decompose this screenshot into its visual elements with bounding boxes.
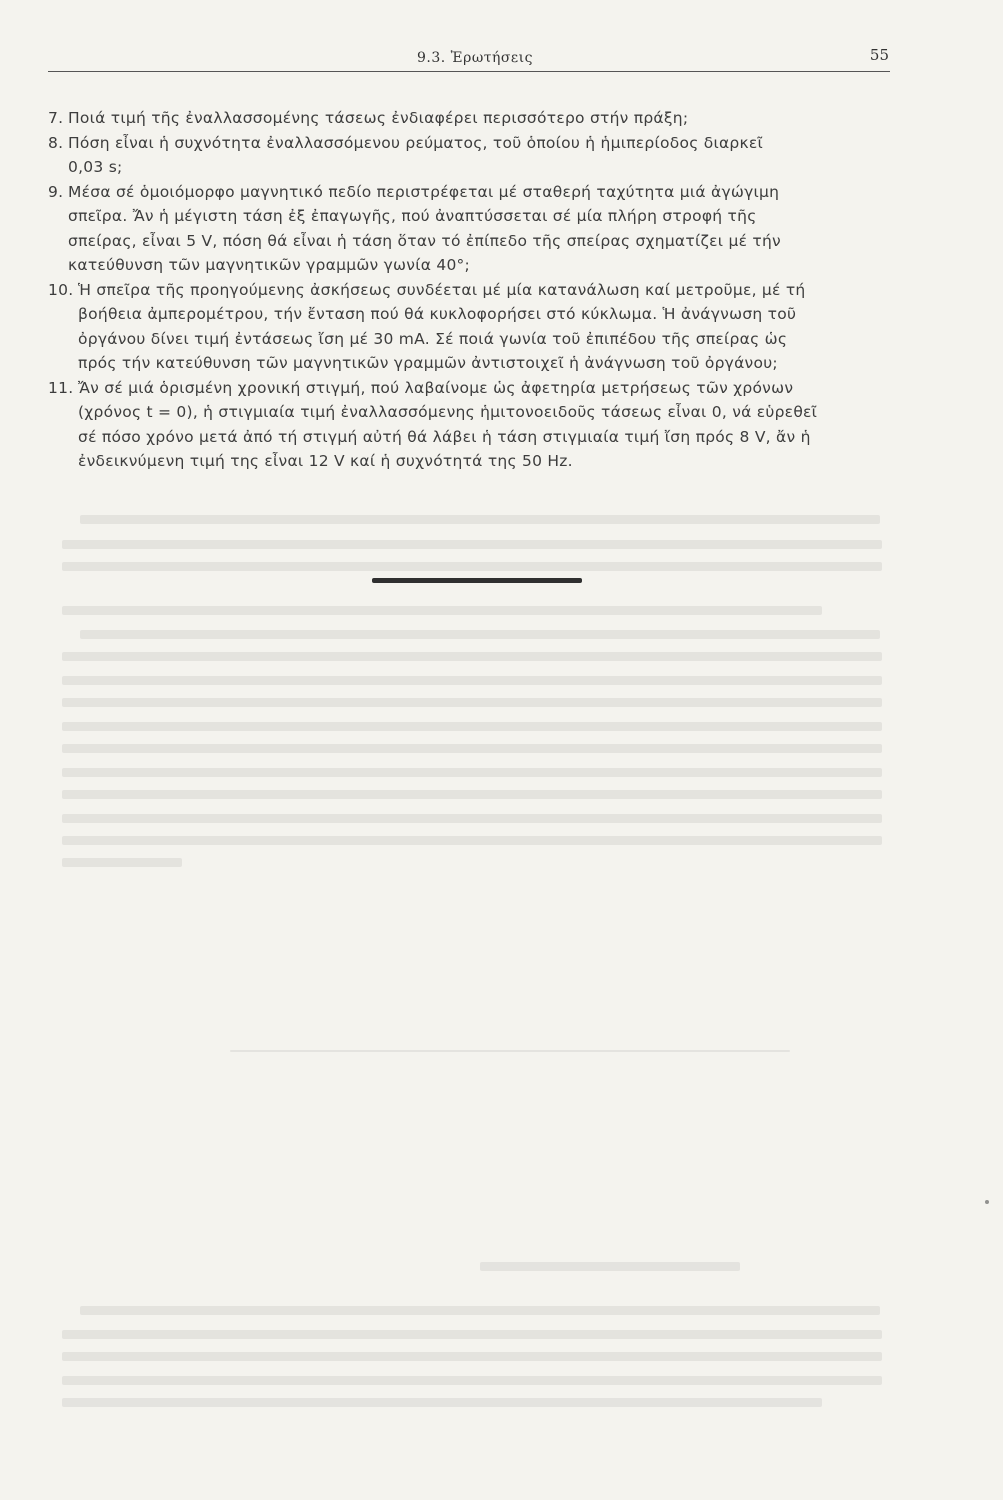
question-11 (48, 376, 908, 474)
section-title: 9.3. Ἐρωτήσεις (416, 50, 534, 66)
question-number: 9. (48, 182, 64, 201)
question-list (48, 106, 908, 474)
question-text: Ποιά τιμή τῆς ἐναλλασσομένης τάσεως ἐνδιαφέρει περισσότερο στήν πράξη; (68, 109, 689, 127)
speck (985, 1200, 989, 1204)
question-7 (48, 106, 908, 131)
question-text: Ἄν σέ μιά ὁρισμένη χρονική στιγμή, πού λαβαίνομε ὡς ἀφετηρία μετρήσεως τῶν χρόνων (χρόνος t = 0), ἡ στιγμιαία τιμή ἐναλλασσόμενης ἡμιτονοειδοῦς τάσεως εἶναι 0, νά εὑρεθεῖ σέ πόσο χρόνο μετά ἀπό τή στιγμή αὐτή θά λάβει ἡ τάση στιγμιαία τιμή ἴση πρός 8 V, ἄν ἡ ἐνδεικνύμενη τιμή της εἶναι 12 V καί ἡ συχνότητά της 50 Hz. (78, 378, 818, 470)
question-text: Ἡ σπεῖρα τῆς προηγούμενης ἀσκήσεως συνδέεται μέ μία κατανάλωση καί μετροῦμε, μέ τή βοήθεια ἀμπερομέτρου, τήν ἔνταση πού θά κυκλοφορήσει στό κύκλωμα. Ἡ ἀνάγνωση τοῦ ὀργάνου δίνει τιμή ἐντάσεως ἴση μέ 30 mA. Σέ ποιά γωνία τοῦ ἐπιπέδου τῆς σπείρας ὡς πρός τήν κατεύθυνση τῶν μαγνητικῶν γραμμῶν ἀντιστοιχεῖ ἡ ἀνάγνωση τοῦ ὀργάνου; (78, 280, 806, 372)
question-9 (48, 180, 908, 278)
question-10 (48, 278, 908, 376)
header-rule (48, 71, 890, 72)
question-8 (48, 131, 908, 180)
question-text: Μέσα σέ ὁμοιόμορφο μαγνητικό πεδίο περιστρέφεται μέ σταθερή ταχύτητα μιά ἀγώγιμη σπεῖρα. Ἄν ἡ μέγιστη τάση ἐξ ἐπαγωγῆς, πού ἀναπτύσσεται σέ μία πλήρη στροφή τῆς σπείρας, εἶναι 5 V, πόση θά εἶναι ἡ τάση ὅταν τό ἐπίπεδο τῆς σπείρας σχηματίζει μέ τήν κατεύθυνση τῶν μαγνητικῶν γραμμῶν γωνία 40°; (68, 182, 781, 274)
page-number: 55 (869, 46, 889, 64)
question-number: 7. (48, 109, 64, 127)
question-number: 8. (48, 133, 64, 152)
question-number: 10. (48, 280, 74, 299)
question-text: Πόση εἶναι ἡ συχνότητα ἐναλλασσόμενου ρεύματος, τοῦ ὁποίου ἡ ἡμιπερίοδος διαρκεῖ 0,03 s; (68, 133, 764, 176)
question-number: 11. (48, 378, 74, 397)
section-end-bar (372, 578, 582, 583)
